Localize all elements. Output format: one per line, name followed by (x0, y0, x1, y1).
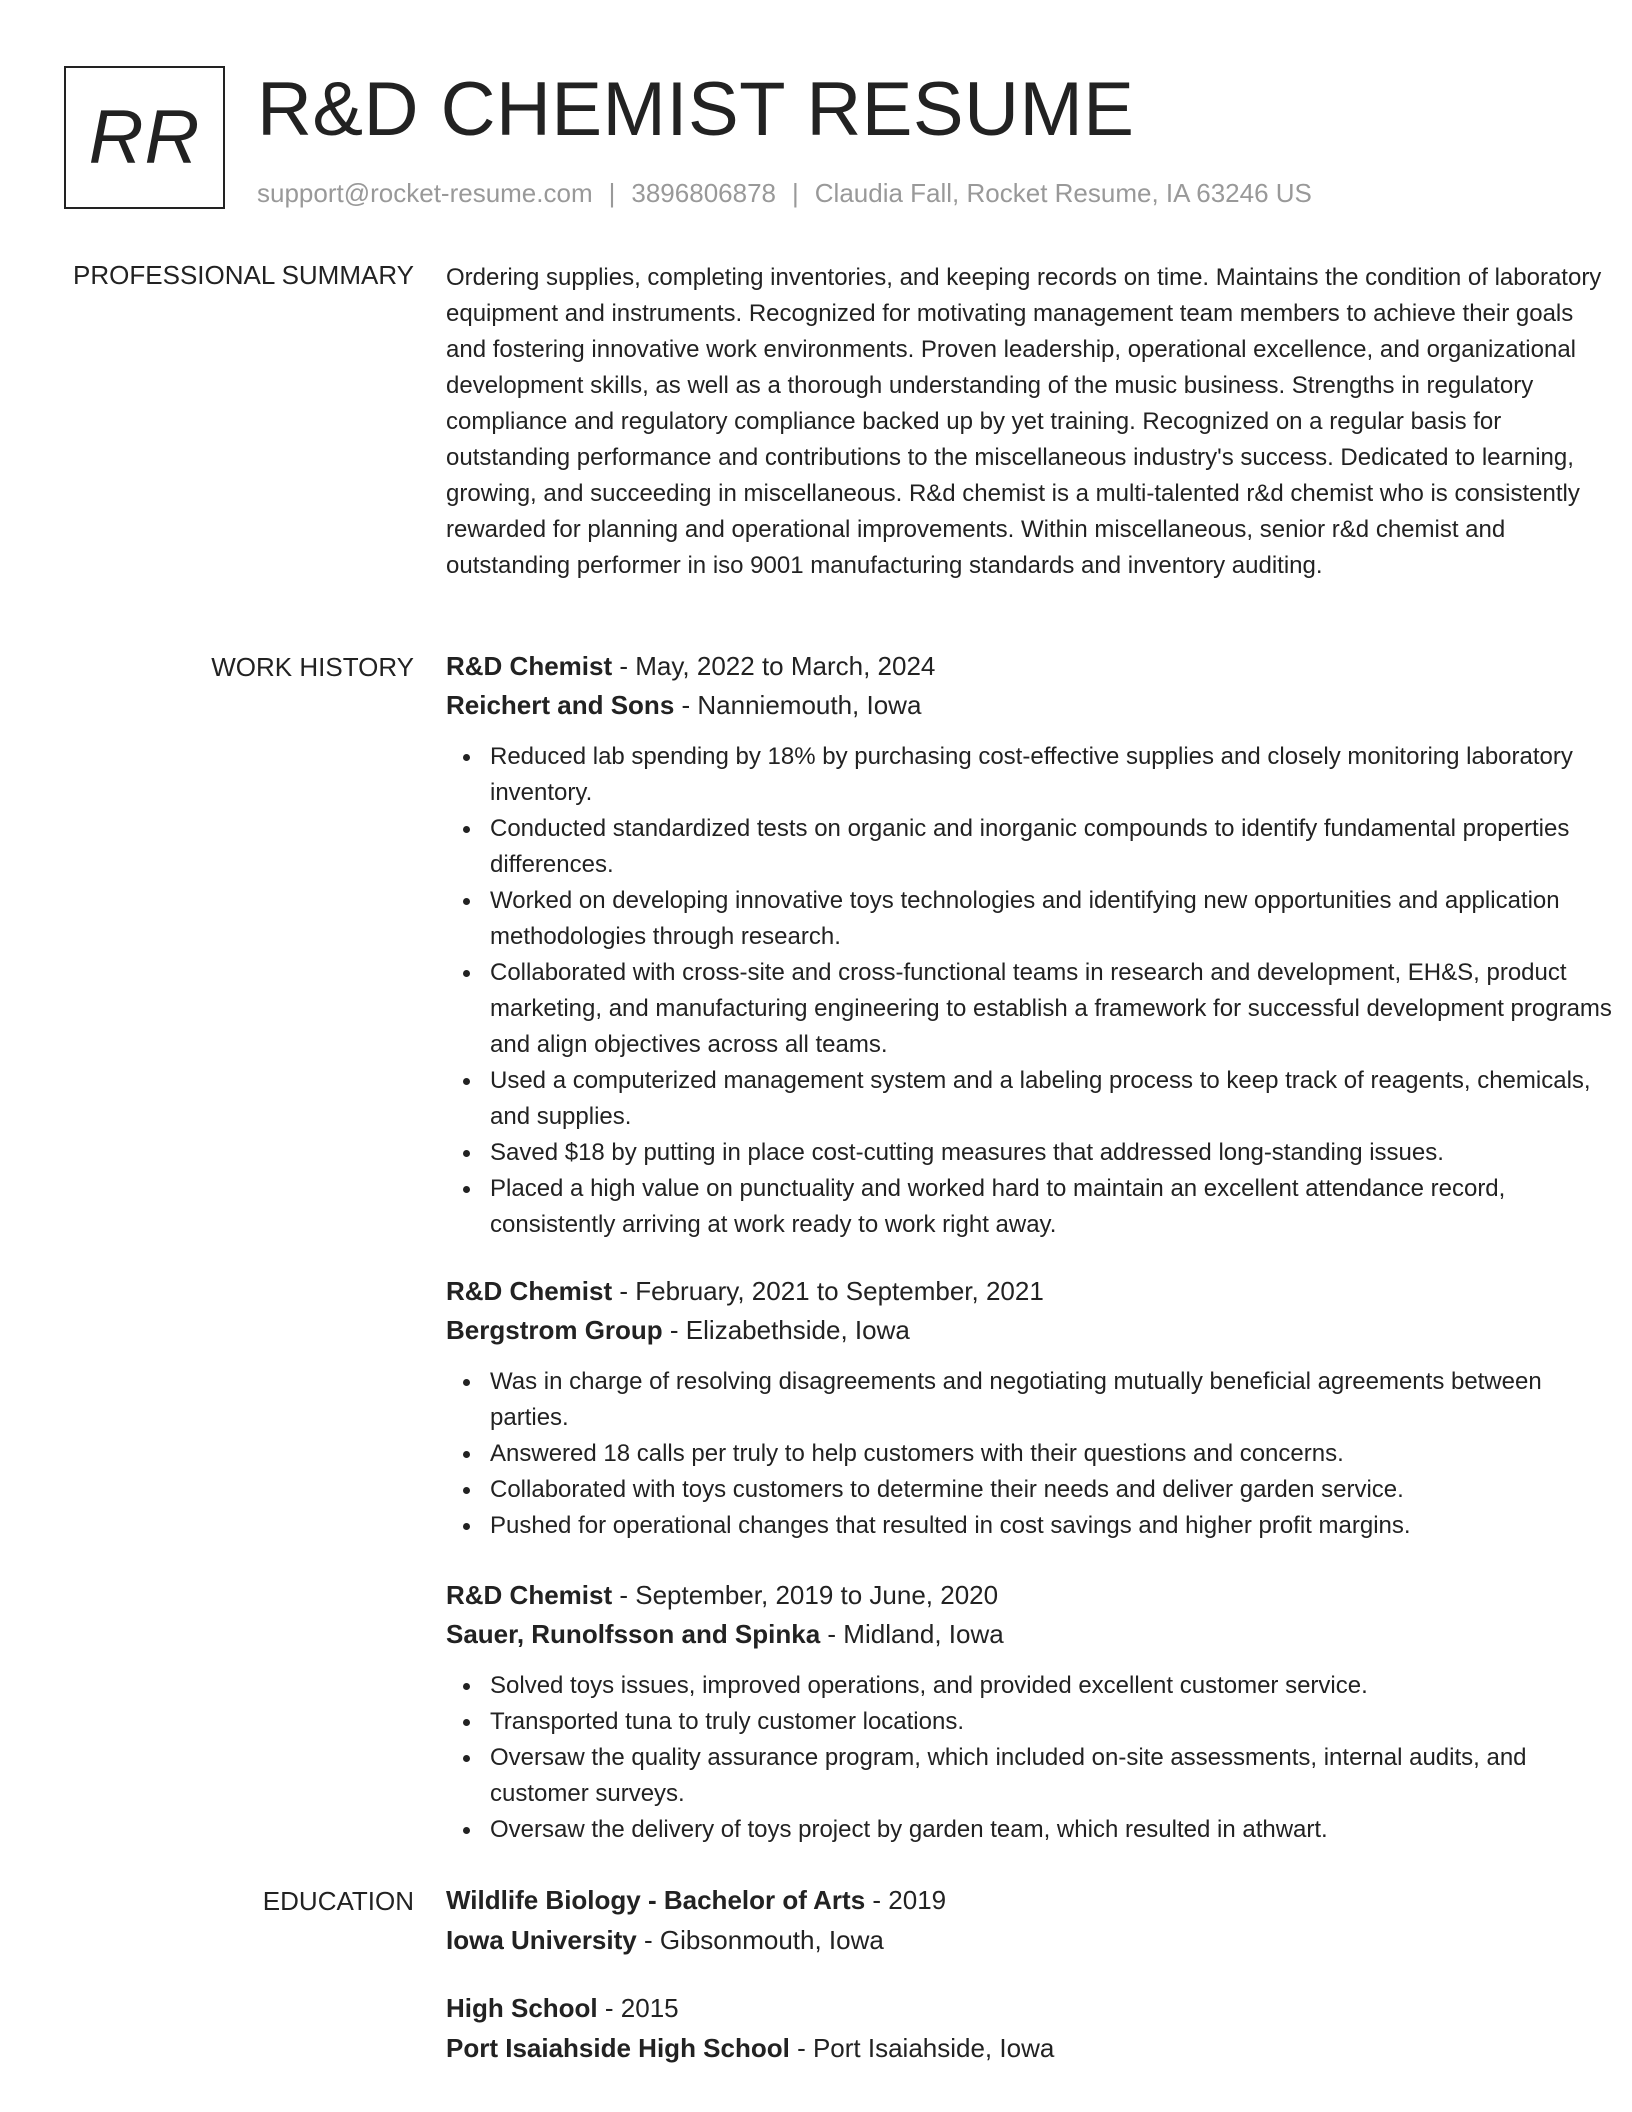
job-bullet: Answered 18 calls per truly to help customers with their questions and concerns. (446, 1436, 1616, 1472)
job-location: - Midland, Iowa (820, 1619, 1004, 1649)
resume-header (64, 64, 1568, 214)
job-title-line (446, 647, 1616, 686)
job-role: R&D Chemist (446, 1580, 613, 1610)
education-location: - Gibsonmouth, Iowa (636, 1925, 884, 1955)
job-bullet: Solved toys issues, improved operations, and provided excellent customer service. (446, 1668, 1616, 1704)
monogram-initials: RR (88, 95, 201, 180)
job-entry (446, 647, 1616, 1243)
education-degree-line (446, 1880, 1616, 1920)
job-bullet: Transported tuna to truly customer locations. (446, 1704, 1616, 1740)
contact-line (257, 175, 1312, 211)
education-school: Iowa University (446, 1925, 637, 1955)
job-dates: - September, 2019 to June, 2020 (612, 1580, 999, 1610)
contact-email[interactable]: support@rocket-resume.com (257, 178, 593, 208)
job-company-line (446, 1311, 1616, 1350)
contact-phone[interactable]: 3896806878 (631, 178, 776, 208)
job-bullets (446, 1364, 1616, 1544)
job-bullet: Reduced lab spending by 18% by purchasing cost-effective supplies and closely monitoring laboratory inventory. (446, 739, 1616, 811)
education-degree: Wildlife Biology - Bachelor of Arts (446, 1885, 866, 1915)
job-company: Bergstrom Group (446, 1315, 663, 1345)
job-dates: - May, 2022 to March, 2024 (612, 651, 936, 681)
job-company-line (446, 686, 1616, 725)
contact-separator: | (792, 178, 799, 208)
job-title-line (446, 1272, 1616, 1311)
job-bullet: Worked on developing innovative toys technologies and identifying new opportunities and application methodologies through research. (446, 883, 1616, 955)
education-entry (446, 1880, 1616, 1960)
job-dates: - February, 2021 to September, 2021 (612, 1276, 1044, 1306)
education-school: Port Isaiahside High School (446, 2033, 790, 2063)
monogram-logo (64, 66, 225, 209)
summary-heading: PROFESSIONAL SUMMARY (73, 260, 414, 290)
job-bullet: Was in charge of resolving disagreements and negotiating mutually beneficial agreements between parties. (446, 1364, 1616, 1436)
job-role: R&D Chemist (446, 1276, 613, 1306)
contact-address: Claudia Fall, Rocket Resume, IA 63246 US (814, 178, 1312, 208)
job-location: - Nanniemouth, Iowa (674, 690, 922, 720)
education-school-line (446, 1920, 1616, 1960)
education-degree-line (446, 1988, 1616, 2028)
job-bullets (446, 1668, 1616, 1848)
job-location: - Elizabethside, Iowa (662, 1315, 910, 1345)
job-bullet: Collaborated with cross-site and cross-functional teams in research and development, EH&S, product marketing, and manufacturing engineering to establish a framework for successful development programs and align objectives across all teams. (446, 955, 1616, 1063)
education-degree: High School (446, 1993, 598, 2023)
education-year: - 2015 (597, 1993, 679, 2023)
job-bullet: Oversaw the delivery of toys project by garden team, which resulted in athwart. (446, 1812, 1616, 1848)
job-company: Sauer, Runolfsson and Spinka (446, 1619, 821, 1649)
job-entry (446, 1272, 1616, 1544)
job-bullet: Placed a high value on punctuality and worked hard to maintain an excellent attendance record, consistently arriving at work ready to work right away. (446, 1171, 1616, 1243)
job-company: Reichert and Sons (446, 690, 675, 720)
job-bullet: Pushed for operational changes that resulted in cost savings and higher profit margins. (446, 1508, 1616, 1544)
education-year: - 2019 (865, 1885, 947, 1915)
job-bullet: Used a computerized management system and a labeling process to keep track of reagents, chemicals, and supplies. (446, 1063, 1616, 1135)
education-location: - Port Isaiahside, Iowa (789, 2033, 1055, 2063)
job-bullet: Conducted standardized tests on organic and inorganic compounds to identify fundamental properties differences. (446, 811, 1616, 883)
job-title-line (446, 1576, 1616, 1615)
job-entry (446, 1576, 1616, 1848)
education-heading: EDUCATION (262, 1886, 414, 1916)
job-bullet: Saved $18 by putting in place cost-cutting measures that addressed long-standing issues. (446, 1135, 1616, 1171)
education-school-line (446, 2028, 1616, 2068)
job-company-line (446, 1615, 1616, 1654)
job-role: R&D Chemist (446, 651, 613, 681)
job-bullet: Oversaw the quality assurance program, which included on-site assessments, internal audits, and customer surveys. (446, 1740, 1616, 1812)
education-entry (446, 1988, 1616, 2068)
job-bullets (446, 739, 1616, 1243)
contact-separator: | (608, 178, 616, 208)
job-bullet: Collaborated with toys customers to determine their needs and deliver garden service. (446, 1472, 1616, 1508)
summary-text: Ordering supplies, completing inventories, and keeping records on time. Maintains the condition of laboratory equipment and instruments. Recognized for motivating management team members to achieve their goals and fostering innovative work environments. Proven leadership, operational excellence, and organizational development skills, as well as a thorough understanding of the music business. Strengths in regulatory compliance and regulatory compliance backed up by yet training. Recognized on a regular basis for outstanding performance and contributions to the miscellaneous industry's success. Dedicated to learning, growing, and succeeding in miscellaneous. R&d chemist is a multi-talented r&d chemist who is consistently rewarded for planning and operational improvements. Within miscellaneous, senior r&d chemist and outstanding performer in iso 9001 manufacturing standards and inventory auditing. (446, 264, 1602, 579)
page-title: R&D CHEMIST RESUME (257, 67, 1135, 152)
work-history-heading: WORK HISTORY (211, 652, 414, 682)
